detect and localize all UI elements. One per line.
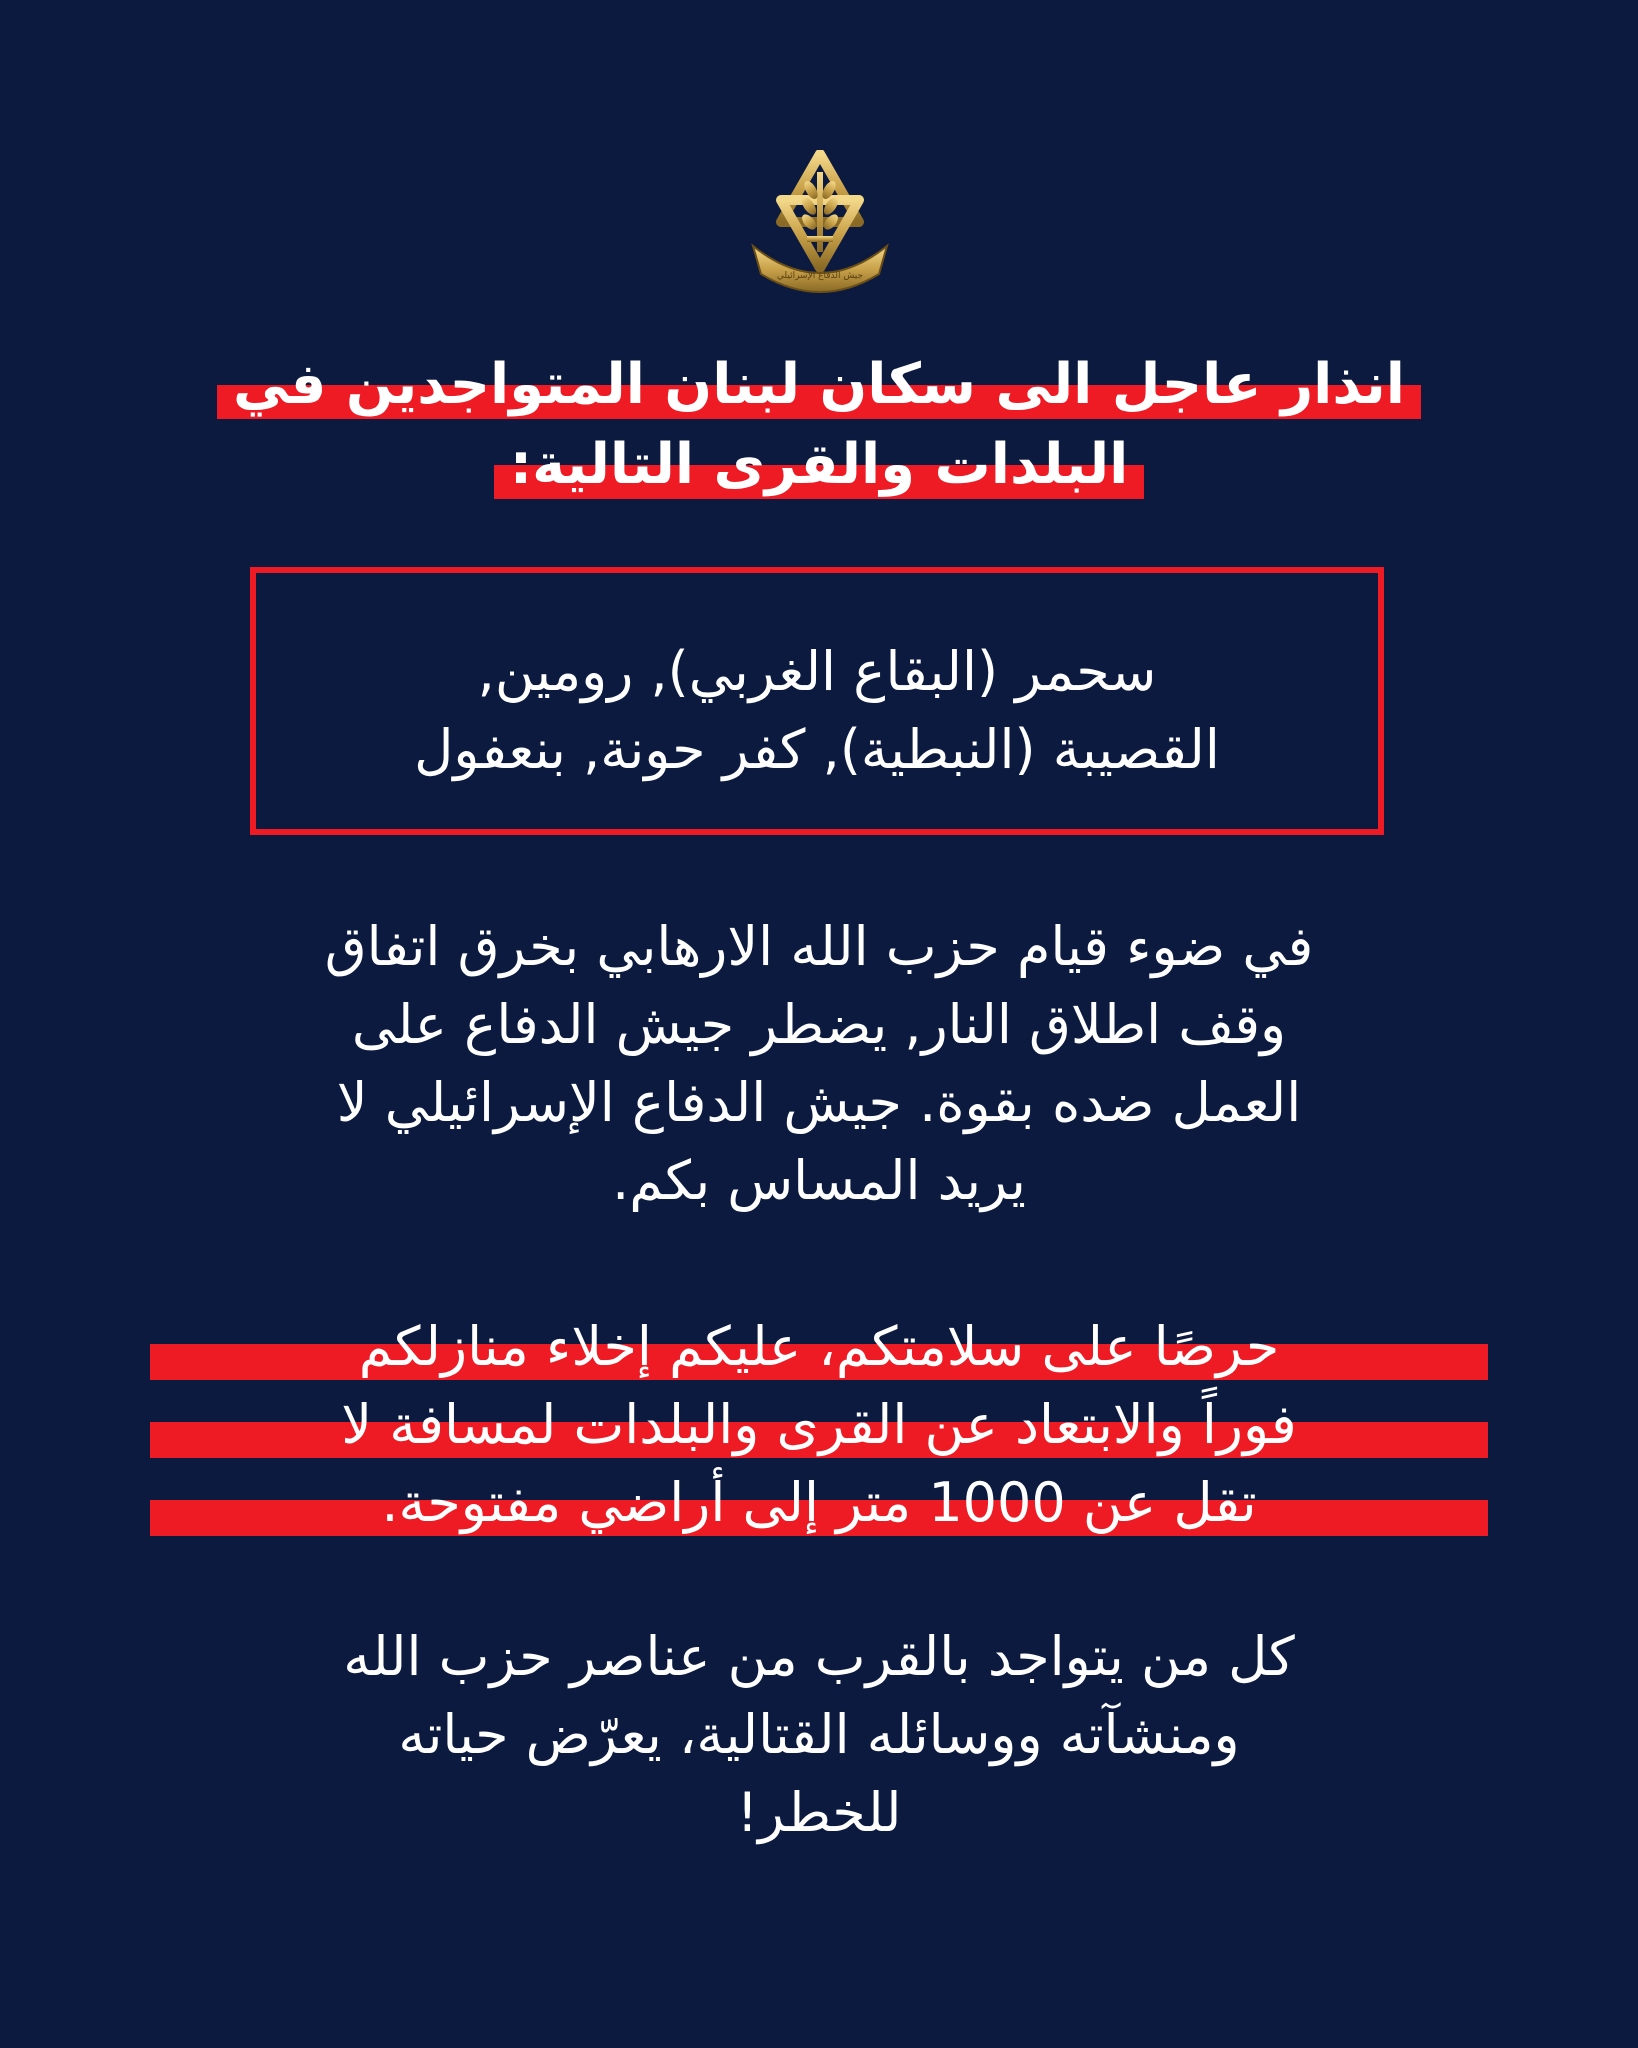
title-text-2: البلدات والقرى التالية:	[494, 425, 1145, 505]
title-line-2	[160, 425, 1478, 505]
villages-line-1: سحمر (البقاع الغربي), رومين,	[477, 640, 1157, 703]
paragraph3-line-2: ومنشآته ووسائله القتالية، يعرّض حياته	[398, 1703, 1240, 1766]
paragraph3-line-1: كل من يتواجد بالقرب من عناصر حزب الله	[343, 1625, 1295, 1688]
paragraph1-line-1: في ضوء قيام حزب الله الارهابي بخرق اتفاق	[324, 915, 1314, 978]
paragraph2-row-2	[150, 1386, 1488, 1464]
paragraph3-line-3: للخطر!	[736, 1781, 902, 1844]
paragraph1-line-4: يريد المساس بكم.	[612, 1149, 1026, 1212]
paragraph2-line-2: فوراً والابتعاد عن القرى والبلدات لمسافة لا	[150, 1386, 1488, 1464]
paragraph2-line-1: حرصًا على سلامتكم، عليكم إخلاء منازلكم	[150, 1308, 1488, 1386]
title-line-1	[160, 345, 1478, 425]
paragraph2-row-3	[150, 1464, 1488, 1542]
paragraph-evacuation	[150, 1308, 1488, 1542]
idf-emblem-icon	[745, 150, 895, 295]
alert-title	[160, 345, 1478, 505]
emblem-caption: جيش الدفاع الإسرائيلي	[776, 271, 864, 281]
paragraph1-line-2: وقف اطلاق النار, يضطر جيش الدفاع على	[351, 993, 1287, 1056]
paragraph2-row-1	[150, 1308, 1488, 1386]
paragraph-danger	[150, 1618, 1488, 1852]
paragraph-ceasefire	[150, 908, 1488, 1220]
title-text-1: انذار عاجل الى سكان لبنان المتواجدين في	[217, 345, 1421, 425]
villages-line-2: القصيبة (النبطية), كفر حونة, بنعفول	[414, 718, 1220, 781]
paragraph2-line-3: تقل عن 1000 متر إلى أراضي مفتوحة.	[150, 1464, 1488, 1542]
paragraph1-line-3: العمل ضده بقوة. جيش الدفاع الإسرائيلي لا	[336, 1071, 1302, 1134]
villages-list	[256, 633, 1378, 789]
villages-box	[250, 567, 1384, 835]
